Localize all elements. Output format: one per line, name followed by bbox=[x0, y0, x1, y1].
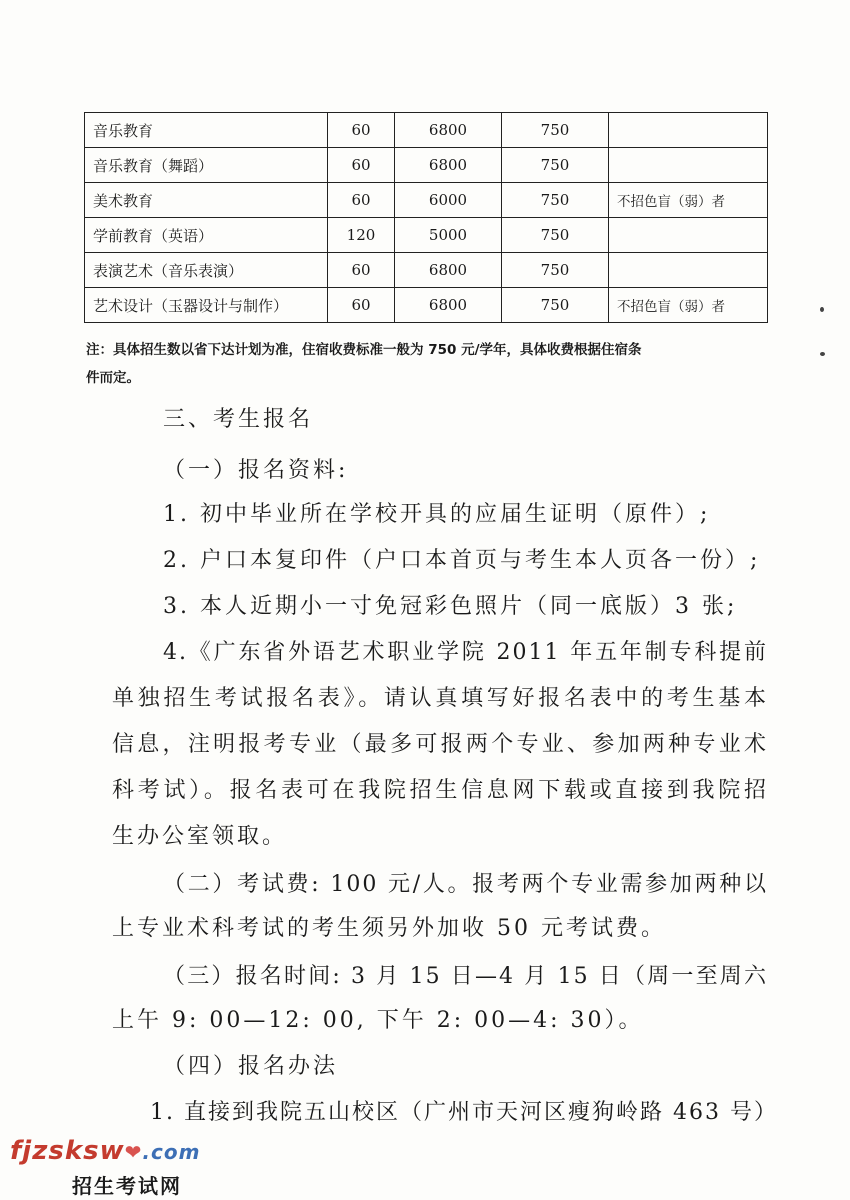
table-cell: 6800 bbox=[395, 288, 502, 323]
paragraph-line: （三）报名时间: 3 月 15 日—4 月 15 日（周一至周六 bbox=[163, 964, 768, 989]
table-cell: 750 bbox=[502, 288, 609, 323]
subsection-heading: （一）报名资料: bbox=[163, 458, 349, 483]
table-row bbox=[85, 148, 768, 183]
paragraph-line: 4.《广东省外语艺术职业学院 2011 年五年制专科提前 bbox=[163, 640, 768, 665]
table-row bbox=[85, 183, 768, 218]
table-cell: 5000 bbox=[395, 218, 502, 253]
table-cell: 750 bbox=[502, 148, 609, 183]
table-cell: 不招色盲（弱）者 bbox=[609, 183, 768, 218]
section-heading: 三、考生报名 bbox=[163, 407, 314, 432]
table-cell: 750 bbox=[502, 218, 609, 253]
table-cell: 60 bbox=[328, 148, 395, 183]
table-cell: 表演艺术（音乐表演） bbox=[85, 253, 328, 288]
paragraph-line: 上专业术科考试的考生须另外加收 50 元考试费。 bbox=[112, 916, 666, 941]
table-cell: 750 bbox=[502, 113, 609, 148]
table-cell: 不招色盲（弱）者 bbox=[609, 288, 768, 323]
paragraph-line: 生办公室领取。 bbox=[112, 824, 288, 849]
table-cell bbox=[609, 113, 768, 148]
watermark-domain: .com bbox=[142, 1140, 201, 1164]
fee-table bbox=[84, 112, 768, 323]
scan-speck bbox=[820, 352, 825, 356]
watermark-brand-main: fjzsksw bbox=[10, 1136, 125, 1166]
table-row bbox=[85, 253, 768, 288]
table-cell bbox=[609, 148, 768, 183]
table-cell: 60 bbox=[328, 113, 395, 148]
table-cell: 120 bbox=[328, 218, 395, 253]
table-cell bbox=[609, 253, 768, 288]
table-row bbox=[85, 218, 768, 253]
table-cell: 750 bbox=[502, 183, 609, 218]
paragraph-line: 科考试）。报名表可在我院招生信息网下载或直接到我院招 bbox=[112, 778, 768, 803]
scan-speck bbox=[820, 307, 824, 312]
list-item: 2. 户口本复印件（户口本首页与考生本人页各一份）; bbox=[163, 548, 761, 573]
list-item: 3. 本人近期小一寸免冠彩色照片（同一底版）3 张; bbox=[163, 594, 738, 619]
paragraph-line: 上午 9: 00—12: 00, 下午 2: 00—4: 30）。 bbox=[112, 1008, 644, 1033]
table-cell: 750 bbox=[502, 253, 609, 288]
subsection-heading: （四）报名办法 bbox=[163, 1054, 339, 1079]
paragraph-line: 单独招生考试报名表》。请认真填写好报名表中的考生基本 bbox=[112, 686, 768, 711]
table-cell: 艺术设计（玉器设计与制作） bbox=[85, 288, 328, 323]
table-cell bbox=[609, 218, 768, 253]
note-line: 注：具体招生数以省下达计划为准，住宿收费标准一般为 750 元/学年，具体收费根据住宿条 bbox=[86, 342, 642, 358]
watermark-tagline: 招生考试网 bbox=[72, 1174, 182, 1198]
list-item: 1. 直接到我院五山校区（广州市天河区瘦狗岭路 463 号） bbox=[150, 1100, 778, 1125]
list-item: 1. 初中毕业所在学校开具的应届生证明（原件）; bbox=[163, 502, 711, 527]
table-cell: 6800 bbox=[395, 113, 502, 148]
table-row bbox=[85, 288, 768, 323]
heart-icon: ❤ bbox=[124, 1140, 143, 1164]
table-row bbox=[85, 113, 768, 148]
table-cell: 音乐教育 bbox=[85, 113, 328, 148]
table-cell: 6800 bbox=[395, 253, 502, 288]
table-cell: 美术教育 bbox=[85, 183, 328, 218]
table-cell: 60 bbox=[328, 183, 395, 218]
table-cell: 音乐教育（舞蹈） bbox=[85, 148, 328, 183]
table-cell: 6000 bbox=[395, 183, 502, 218]
table-cell: 6800 bbox=[395, 148, 502, 183]
paragraph-line: （二）考试费: 100 元/人。报考两个专业需参加两种以 bbox=[163, 872, 768, 897]
table-note bbox=[86, 336, 776, 392]
table-cell: 学前教育（英语） bbox=[85, 218, 328, 253]
watermark-brand bbox=[10, 1136, 200, 1166]
note-line: 件而定。 bbox=[86, 370, 140, 386]
table-cell: 60 bbox=[328, 253, 395, 288]
table-cell: 60 bbox=[328, 288, 395, 323]
paragraph-line: 信息，注明报考专业（最多可报两个专业、参加两种专业术 bbox=[112, 732, 768, 757]
site-watermark-logo bbox=[10, 1136, 201, 1198]
